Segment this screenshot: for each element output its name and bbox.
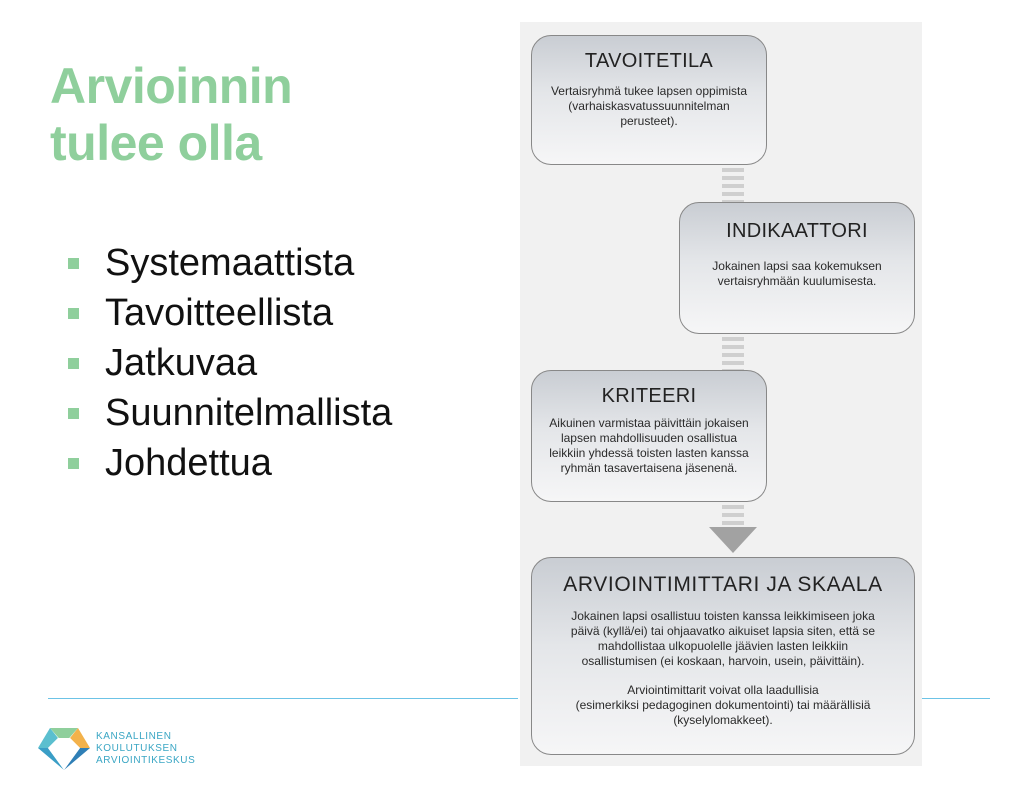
text-line: (kyselylomakkeet).: [673, 713, 773, 727]
indicator-box: [679, 202, 915, 334]
text-line: mahdollistaa ulkopuolelle jäävien lasten leikkiin: [597, 639, 849, 653]
measure-box-title: ARVIOINTIMITTARI JA SKAALA: [563, 573, 883, 596]
text-line: Aikuinen varmistaa päivittäin jokaisen: [549, 416, 749, 430]
dashed-connector: [722, 337, 744, 370]
logo-line-3: ARVIOINTIKESKUS: [96, 755, 196, 766]
triangle-logo-icon: [38, 726, 90, 772]
dashed-connector: [722, 168, 744, 202]
text-line: ryhmän tasavertaisena jäsenenä.: [560, 461, 738, 475]
square-bullet-icon: [68, 258, 79, 269]
slide-title-line-1: Arvioinnin: [50, 58, 293, 114]
criterion-box-title: KRITEERI: [601, 385, 697, 407]
text-line: Jokainen lapsi saa kokemuksen: [712, 259, 882, 273]
slide-title-line-2: tulee olla: [50, 115, 262, 171]
text-line: (varhaiskasvatussuunnitelman: [568, 99, 730, 113]
footer-divider-left: [48, 698, 518, 699]
goal-box-title: TAVOITETILA: [584, 50, 714, 72]
square-bullet-icon: [68, 358, 79, 369]
text-line: päivä (kyllä/ei) tai ohjaavatko aikuiset lapsia siten, että se: [570, 624, 876, 638]
arrow-down-icon: [709, 527, 757, 553]
logo-line-2: KOULUTUKSEN: [96, 743, 178, 754]
square-bullet-icon: [68, 408, 79, 419]
measure-box-note: [552, 683, 894, 728]
square-bullet-icon: [68, 308, 79, 319]
dashed-connector: [722, 505, 744, 527]
text-line: Jokainen lapsi osallistuu toisten kanssa leikkimiseen joka: [571, 609, 875, 623]
goal-box: [531, 35, 767, 165]
indicator-box-title: INDIKAATTORI: [726, 220, 868, 242]
slide-title: [50, 58, 292, 172]
bullet-text: Tavoitteellista: [105, 292, 334, 334]
text-line: vertaisryhmään kuulumisesta.: [717, 274, 877, 288]
indicator-box-text: [692, 259, 902, 289]
bullet-text: Suunnitelmallista: [105, 392, 393, 434]
square-bullet-icon: [68, 458, 79, 469]
text-line: osallistumisen (ei koskaan, harvoin, usein, päivittäin).: [581, 654, 865, 668]
text-line: lapsen mahdollisuuden osallistua: [560, 431, 738, 445]
text-line: Vertaisryhmä tukee lapsen oppimista: [550, 84, 748, 98]
text-line: leikkiin yhdessä toisten lasten kanssa: [549, 446, 749, 460]
criterion-box-text: [540, 416, 758, 476]
measure-box-text: [552, 609, 894, 669]
criterion-box: [531, 370, 767, 502]
goal-box-text: [546, 84, 752, 129]
logo-line-1: KANSALLINEN: [96, 731, 172, 742]
text-line: perusteet).: [620, 114, 678, 128]
bullet-text: Jatkuvaa: [105, 342, 258, 384]
logo-wordmark: [96, 731, 195, 767]
bullet-text: Johdettua: [105, 442, 272, 484]
bullet-text: Systemaattista: [105, 242, 355, 284]
text-line: Arviointimittarit voivat olla laadullisia: [627, 683, 819, 697]
footer-divider-right: [922, 698, 990, 699]
measure-box: [531, 557, 915, 755]
text-line: (esimerkiksi pedagoginen dokumentointi) tai määrällisiä: [575, 698, 871, 712]
